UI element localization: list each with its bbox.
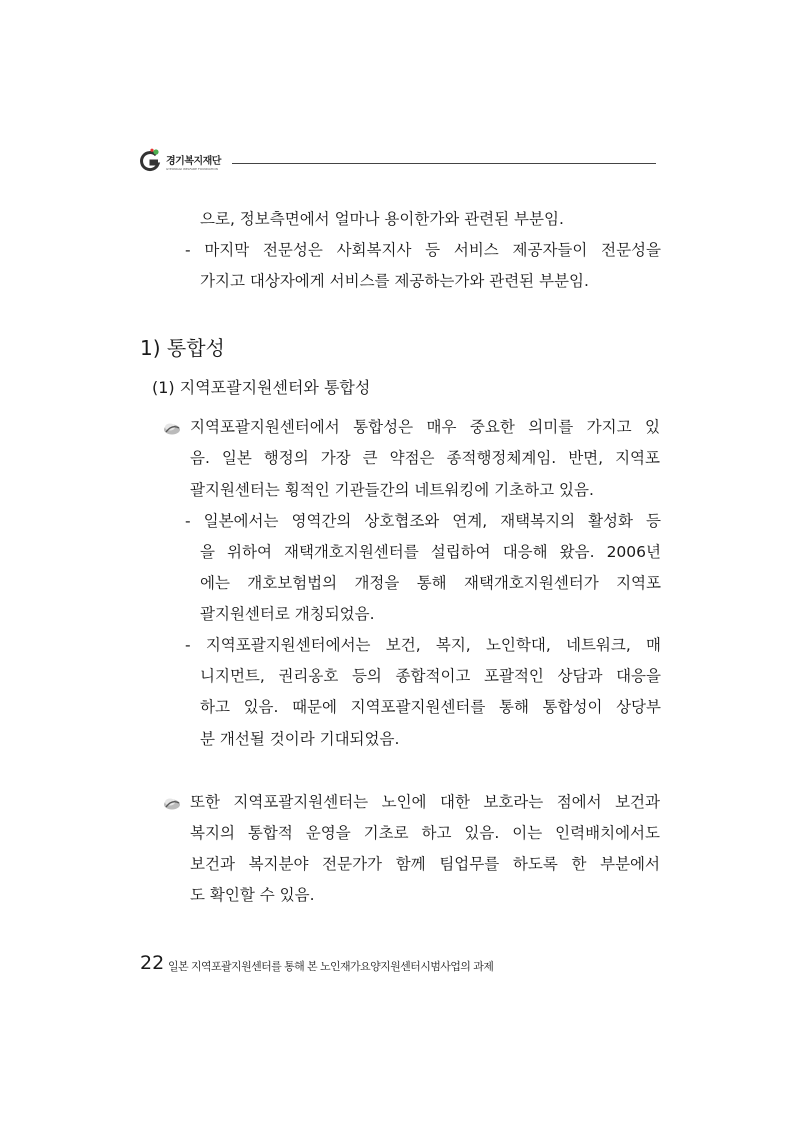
bullet1-sub1-line-1: - 일본에서는 영역간의 상호협조와 연계, 재택복지의 활성화 등 <box>185 512 661 530</box>
bullet1-line-2: 음. 일본 행정의 가장 큰 약점은 종적행정체계임. 반면, 지역포 <box>190 449 660 467</box>
page-header <box>138 148 656 178</box>
bullet-icon <box>162 796 182 810</box>
bullet1-sub1-line-3: 에는 개호보험법의 개정을 통해 재택개호지원센터가 지역포 <box>200 574 661 592</box>
foundation-name-english: GYEONGGI WELFARE FOUNDATION <box>166 167 218 171</box>
bullet2-line-4: 도 확인할 수 있음. <box>190 886 315 904</box>
foundation-name: 경기복지재단 <box>166 156 221 167</box>
running-footer-title: 일본 지역포괄지원센터를 통해 본 노인재가요양지원센터시범사업의 과제 <box>168 960 494 973</box>
bullet1-line-3: 괄지원센터는 횡적인 기관들간의 네트워킹에 기초하고 있음. <box>190 481 594 499</box>
intro-line-1: 으로, 정보측면에서 얼마나 용이한가와 관련된 부분임. <box>200 210 564 228</box>
bullet1-line-1: 지역포괄지원센터에서 통합성은 매우 중요한 의미를 가지고 있 <box>190 418 660 436</box>
section-heading: 1) 통합성 <box>140 336 225 360</box>
bullet2-line-3: 보건과 복지분야 전문가가 함께 팀업무를 하도록 한 부분에서 <box>190 855 660 873</box>
intro-line-2: - 마지막 전문성은 사회복지사 등 서비스 제공자들이 전문성을 <box>185 241 661 259</box>
bullet1-sub2-line-2: 니지먼트, 권리옹호 등의 종합적이고 포괄적인 상담과 대응을 <box>200 667 661 685</box>
bullet2-line-1: 또한 지역포괄지원센터는 노인에 대한 보호라는 점에서 보건과 <box>190 793 660 811</box>
foundation-logo-icon <box>138 148 162 174</box>
bullet1-sub2-line-4: 분 개선될 것이라 기대되었음. <box>200 730 400 748</box>
header-divider <box>232 163 656 164</box>
page-number: 22 <box>140 952 165 974</box>
intro-line-3: 가지고 대상자에게 서비스를 제공하는가와 관련된 부분임. <box>200 272 589 290</box>
bullet1-sub1-line-4: 괄지원센터로 개칭되었음. <box>200 605 375 623</box>
bullet1-sub1-line-2: 을 위하여 재택개호지원센터를 설립하여 대응해 왔음. 2006년 <box>200 543 661 561</box>
bullet2-line-2: 복지의 통합적 운영을 기초로 하고 있음. 이는 인력배치에서도 <box>190 824 660 842</box>
bullet-icon <box>162 421 182 435</box>
bullet1-sub2-line-1: - 지역포괄지원센터에서는 보건, 복지, 노인학대, 네트워크, 매 <box>185 636 661 654</box>
subsection-heading: (1) 지역포괄지원센터와 통합성 <box>152 378 371 397</box>
bullet1-sub2-line-3: 하고 있음. 때문에 지역포괄지원센터를 통해 통합성이 상당부 <box>200 698 661 716</box>
